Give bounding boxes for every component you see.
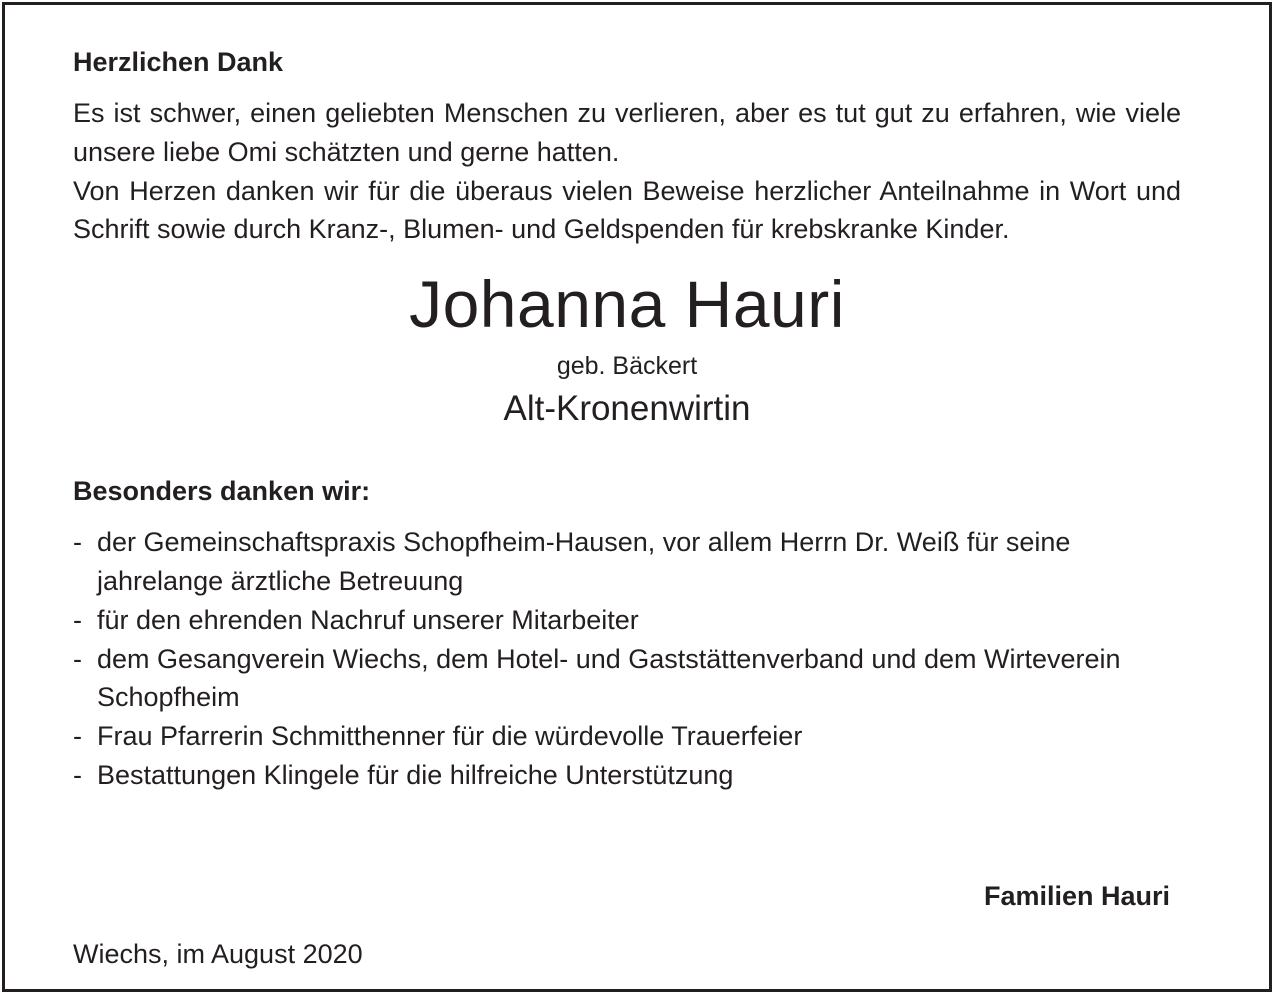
list-dash: - (73, 527, 82, 558)
thanks-item-text: Frau Pfarrerin Schmitthenner für die würdevolle Trauerfeier (97, 721, 803, 752)
thanks-item (73, 717, 1181, 756)
thanks-item-text: Bestattungen Klingele für die hilfreiche Unterstützung (97, 759, 734, 790)
notice-content (73, 38, 1181, 795)
thanks-list (73, 523, 1181, 795)
thanks-item-text: für den ehrenden Nachruf unserer Mitarbeiter (97, 604, 639, 635)
birth-name: geb. Bäckert (556, 352, 698, 381)
thanks-item (73, 756, 1181, 795)
thanks-heading: Besonders danken wir: (73, 476, 371, 507)
intro-paragraph-1: Es ist schwer, einen geliebten Menschen zu verlieren, aber es tut gut zu erfahren, wie viele unsere liebe Omi schätzten und gerne hatten. (73, 98, 1181, 167)
thanks-item (73, 523, 1181, 601)
list-dash: - (73, 643, 82, 674)
notice-heading: Herzlichen Dank (73, 47, 284, 77)
thanks-item (73, 601, 1181, 640)
list-dash: - (73, 604, 82, 635)
intro-text (73, 94, 1181, 249)
deceased-name: Johanna Hauri (409, 267, 845, 342)
list-dash: - (73, 721, 82, 752)
deceased-block (73, 259, 1181, 435)
list-dash: - (73, 759, 82, 790)
thanks-item (73, 640, 1181, 718)
signature: Familien Hauri (983, 881, 1170, 911)
thanks-item-text: dem Gesangverein Wiechs, dem Hotel- und Gaststättenverband und dem Wirteverein Schopfheim (97, 643, 1121, 713)
place-date: Wiechs, im August 2020 (73, 939, 363, 969)
intro-paragraph-2: Von Herzen danken wir für die überaus vielen Beweise herzlicher Anteilnahme in Wort und Schrift sowie durch Kranz-, Blumen- und Geldspenden für krebskranke Kinder. (73, 175, 1181, 245)
thanks-item-text: der Gemeinschaftspraxis Schopfheim-Hausen, vor allem Herrn Dr. Weiß für seine jahrelange ärztliche Betreuung (97, 527, 1071, 596)
occupation: Alt-Kronenwirtin (503, 389, 751, 429)
